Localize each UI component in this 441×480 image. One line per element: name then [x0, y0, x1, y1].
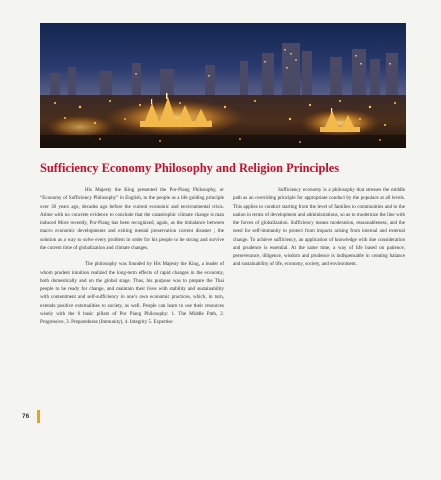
paragraph: Sufficiency economy is a philosophy that stresses the middle path as an overriding principle for appropriate conduct by the populace at all levels. This applies to conduct starting from the level of families to communities and to the nation in terms of development and administrations, so as to modernize the line with the forces of globalization. Sufficiency means moderation, reasonableness, and the need for self-immunity to protect from impacts arising from internal and external change. To achieve sufficiency, an application of knowledge with due consideration and prudence is essential. At the same time, a way of life based on patience, perseverance, diligence, wisdom and prudence is indispensable in creating balance and sustainability of life, economy, society, and environment.: [233, 187, 405, 268]
page-number: 76: [22, 413, 30, 420]
left-column: [40, 186, 224, 326]
right-column: [233, 186, 405, 269]
page-title: Sufficiency Economy Philosophy and Religion Principles: [40, 161, 340, 175]
paragraph: His Majesty the King presented the Por-Piang Philosophy, or “Economy of Sufficiency Philosophy” in English, to the people as a life guiding principle over 30 years ago, decades ago before the current economic and environmental crisis. Atime with no concrete evidence to conclude that the catastrophic climate change is man induced More recently, Por-Piang has been recognized, again, as the imbalance between macro economic developments and exiting mental preservation current disaster ; the solution as a way to solve every problem in order for his people to be strong and survive the current time of globalization and climate changes.: [40, 187, 224, 251]
page-marker-bar: [37, 410, 40, 423]
hero-photo: [40, 23, 406, 148]
bangkok-night-skyline-image: [40, 23, 406, 148]
paragraph: The philosophy was founded by His Majesty the King, a leader of whom prudent intuition realized the long-term effects of rapid changes in the economy, both domestically and on the global stage. Thus, his purpose was to prepare the Thai people to be ready for change, and maintain their lives with stability and sustainability with contentment and self-sufficiency in one’s own economic practices, which, in turn, extends positive externalities to society, as well. People can learn to use their resources wisely with the 6 basic pillars of Por Piang Philosophy: 1. The Middle Path, 2. Progressive, 3. Preparedness (Immunity), 4. Integrity 5. Expertise: [40, 261, 224, 325]
